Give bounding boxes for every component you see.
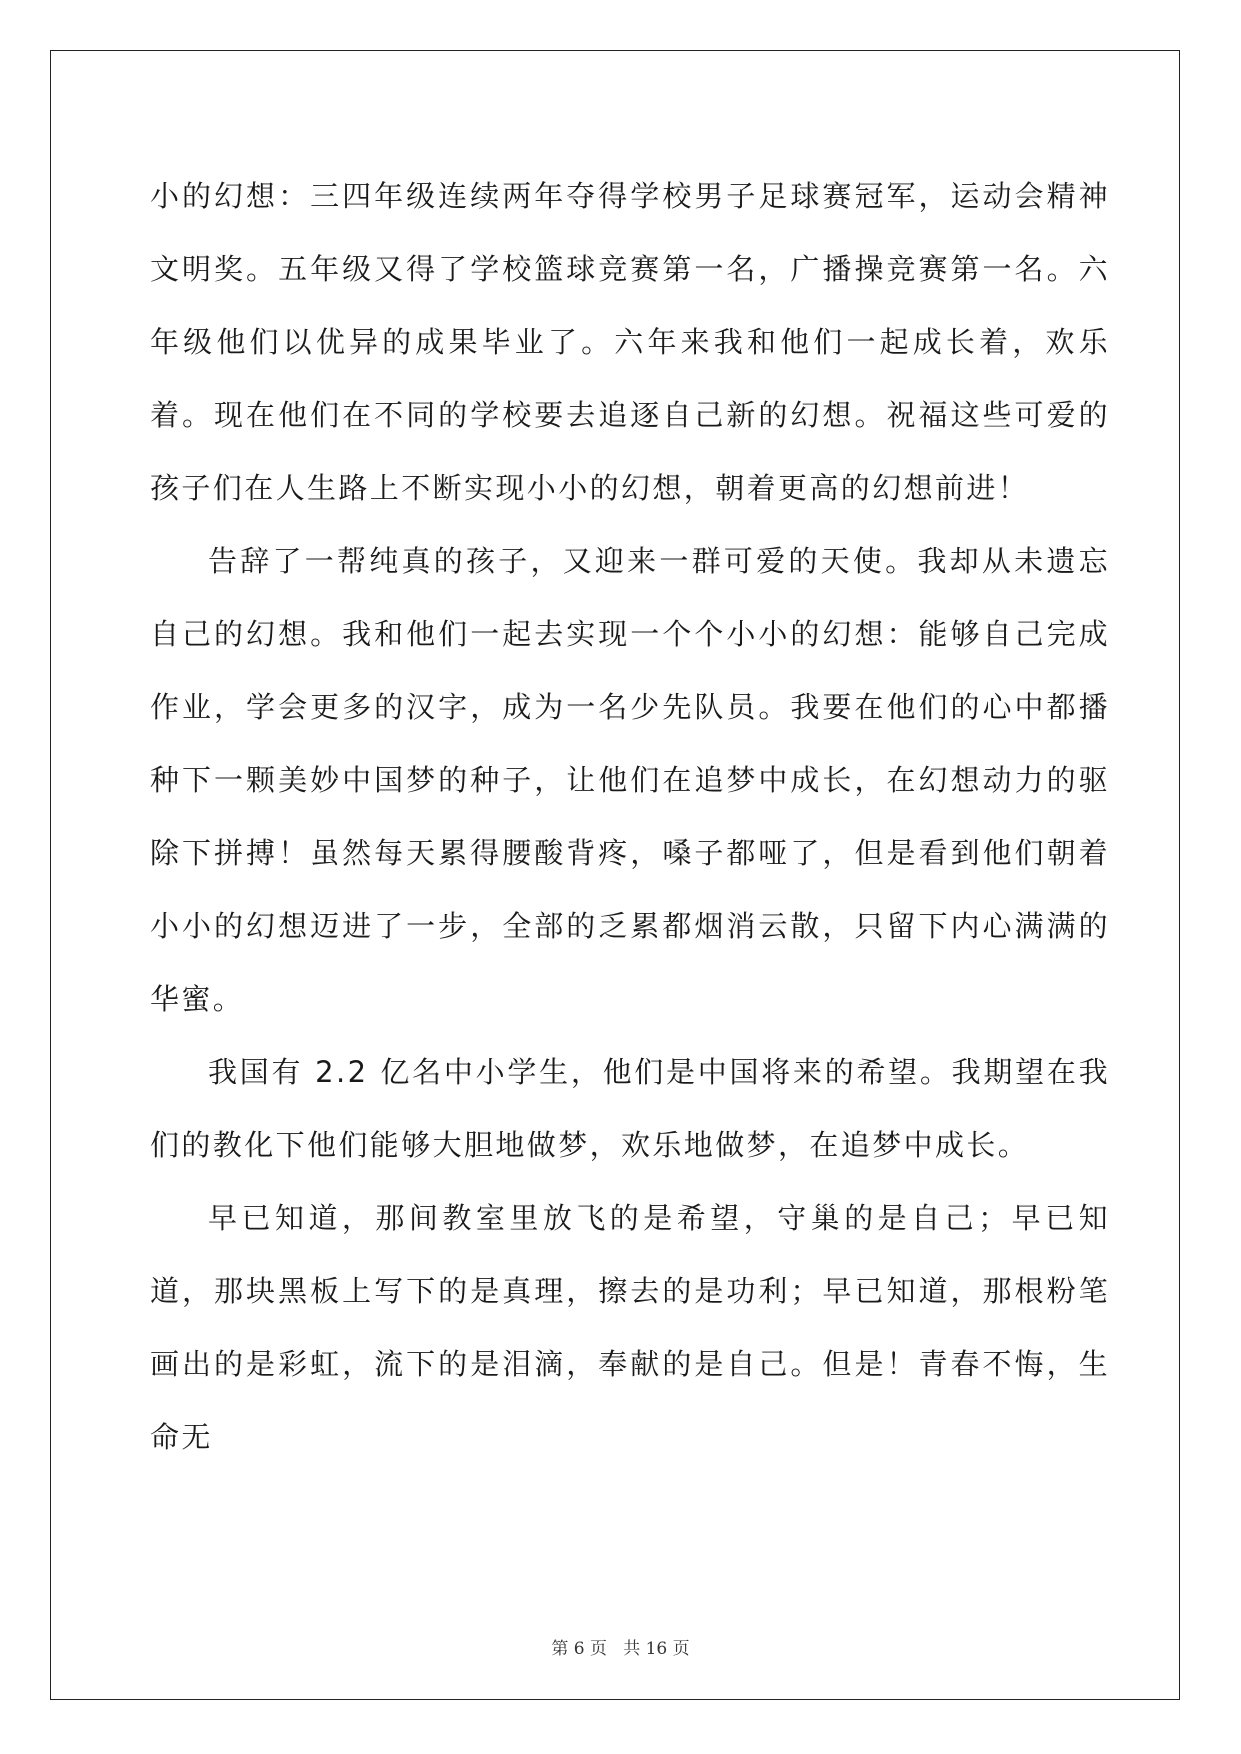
- paragraph-2: 告辞了一帮纯真的孩子，又迎来一群可爱的天使。我却从未遗忘自己的幻想。我和他们一起去实现一个个小小的幻想：能够自己完成作业，学会更多的汉字，成为一名少先队员。我要在他们的心中都播种下一颗美妙中国梦的种子，让他们在追梦中成长，在幻想动力的驱除下拼搏！虽然每天累得腰酸背疼，嗓子都哑了，但是看到他们朝着小小的幻想迈进了一步，全部的乏累都烟消云散，只留下内心满满的华蜜。: [150, 544, 1110, 1016]
- paragraph-1: 小的幻想：三四年级连续两年夺得学校男子足球赛冠军，运动会精神文明奖。五年级又得了学校篮球竞赛第一名，广播操竞赛第一名。六年级他们以优异的成果毕业了。六年来我和他们一起成长着，欢乐着。现在他们在不同的学校要去追逐自己新的幻想。祝福这些可爱的孩子们在人生路上不断实现小小的幻想，朝着更高的幻想前进！: [150, 179, 1110, 505]
- page-number-footer: 第 6 页 共 16 页: [551, 1639, 690, 1659]
- document-body: [150, 160, 1110, 1474]
- paragraph-4: 早已知道，那间教室里放飞的是希望，守巢的是自己；早已知道，那块黑板上写下的是真理，擦去的是功利；早已知道，那根粉笔画出的是彩虹，流下的是泪滴，奉献的是自己。但是！青春不悔，生命无: [150, 1201, 1110, 1454]
- paragraph-3: 我国有 2.2 亿名中小学生，他们是中国将来的希望。我期望在我们的教化下他们能够大胆地做梦，欢乐地做梦，在追梦中成长。: [150, 1055, 1110, 1162]
